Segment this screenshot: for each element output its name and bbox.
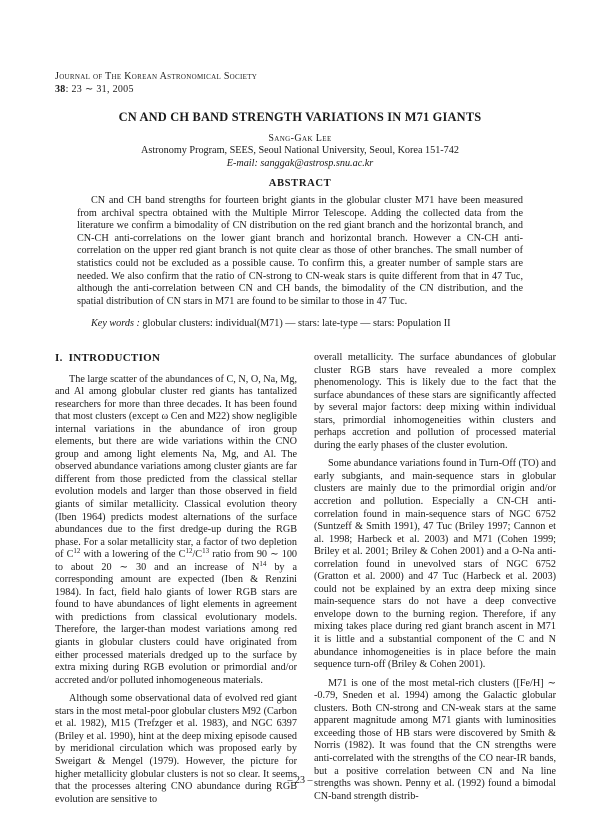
email-address: sanggak@astrosp.snu.ac.kr [260, 157, 374, 169]
abstract-heading: ABSTRACT [268, 178, 332, 189]
intro-paragraph-4: Some abundance variations found in Turn-Off (TO) and early subgiants, and main-sequence stars in globular clusters are mainly due to the primordial origin and/or accretion and pollution. Especially a CN-CH anti-correlation found in main-sequence stars of NGC 6752 (Suntzeff & Smith 1991), 47 Tuc (Briley 1997; Cannon et al. 1998; Harbeck et al. 2003) and M71 (Cohen 1999; Briley et al. 2001; Briley & Cohen 2001) and a O-Na anti-correlation found in unevolved stars of NGC 6752 (Gratton et al. 2000) and 47 Tuc (Harbeck et al. 2003) could not be explained by an extra deep mixing since main-sequence stars do not have a deep convective envelope down to the burning region. Therefore, if any mixing takes place during red giant branch ascent in M71 it is little and a substantial component of the C and N abundance inhomogeneities is in place before the main sequence turn-off (Briley & Cohen 2001). [314, 458, 556, 671]
text-run: ratio from 90 ∼ 100 to about 20 ∼ 30 and an increase of N [55, 549, 298, 573]
author-affiliation-block [40, 145, 560, 170]
left-column [55, 349, 297, 806]
text-run: with a lowering of the C [80, 549, 186, 561]
journal-citation [55, 84, 257, 97]
text-run: /C [192, 549, 203, 561]
abstract-text: CN and CH band strengths for fourteen bright giants in the globular cluster M71 have been measured from archival spectra obtained with the Multiple Mirror Telescope. Adding the collected data from the literature we confirm a bimodality of CN distribution on the red giant branch and the horizontal branch, and CN-CH anti-correlations on the lower giant branch and horizontal branch. However a CN-CH anti-correlation on the upper red giant branch is not quite clear as those of other branches. The small number of statistics could not be excluded as a possible cause. To confirm this, a greater number of sample stars are needed. We also confirm that the ratio of CN-strong to CN-weak stars is quite different from that in 47 Tuc, although the anti-correlation between CN and CH bands, the bimodality of the CN distribution, and the spatial distribution of CN stars in M71 are found to be similar to those in 47 Tuc. [77, 195, 523, 307]
keywords-line [77, 318, 523, 331]
intro-paragraph-3: overall metallicity. The surface abundances of globular cluster RGB stars have revealed a more complex phenomenology. This is likely due to the fact that the surface abundances of these stars are significantly affected by several major factors: deep mixing within individual stars, primordial inhomogeneities within clusters and perhaps accretion and pollution of processed material during the early phases of the cluster evolution. [314, 352, 556, 451]
keywords-label: Key words : [91, 318, 140, 329]
author-name: Sang-Gak Lee [268, 133, 332, 144]
email-line [40, 158, 560, 171]
superscript: 13 [202, 547, 210, 556]
right-column [314, 352, 556, 803]
journal-name: Journal of The Korean Astronomical Society [55, 71, 258, 82]
paper-title: CN AND CH BAND STRENGTH VARIATIONS IN M71 GIANTS [118, 110, 482, 124]
affiliation: Astronomy Program, SEES, Seoul National University, Seoul, Korea 151-742 [141, 145, 459, 156]
section-title: INTRODUCTION [68, 352, 161, 364]
superscript: 12 [185, 547, 193, 556]
journal-volume: 38 [55, 83, 66, 95]
page-number: – 23 – [287, 775, 313, 786]
text-run: by a corresponding amount are expected (Iben & Renzini 1984). In fact, field halo giants of lower RGB stars are found to have abundances of light elements in agreement with predictions from classical evolutionary models. Therefore, the larger-than modest variations among red giants in globular clusters could have originated from either processed materials dredged up to the surface by extra mixing during RGB evolution or primordial and/or accreted and/or polluted inhomogeneous materials. [55, 561, 297, 686]
intro-paragraph-1 [55, 374, 297, 688]
journal-pages: : 23 ∼ 31, 2005 [65, 83, 134, 95]
email-label: E-mail: [226, 157, 258, 169]
section-number: I. [55, 352, 63, 364]
text-run: The large scatter of the abundances of C, N, O, Na, Mg, and Al among globular cluster red giants has tantalized researchers for more than three decades. It has been found that most clusters (except ω Cen and M22) show negligible internal variations in the abundance of iron group elements, but there are wide variations within the CNO group and among light elements Na, Mg, and Al. The observed abundance variations among cluster giants are far different from those predicted from the classical stellar evolution models and larger than those observed in field giants of similar metallicity. Classical evolution theory (Iben 1964) predicts modest alternations of the surface abundances due to the first dredge-up during the RGB phase. For a solar metallicity star, a factor of two depletion of C [55, 373, 297, 561]
intro-paragraph-5: M71 is one of the most metal-rich clusters ([Fe/H] ∼ -0.79, Sneden et al. 1994) among the Galactic globular clusters. Both CN-strong and CN-weak stars at the same apparent magnitude among M71 giants with luminosities exceeding those of HB stars were discovered by Smith & Norris (1982). It was found that the CN strengths were anti-correlated with the strengths of the CO near-IR bands, but a positive correlation between CN and Na line strengths was shown. Penny et al. (1992) found a bimodal CN-band strength distrib- [314, 677, 556, 802]
section-heading [55, 352, 297, 365]
superscript: 14 [259, 559, 267, 568]
intro-paragraph-2: Although some observational data of evolved red giant stars in the most metal-poor globular clusters M92 (Carbon et al. 1982), M15 (Trefzger et al. 1983), and NGC 6397 (Briley et al. 1990), hint at the deep mixing episode caused by meridional circulation which was proposed early by Sweigart & Mengel (1979). However, the picture for higher metallicity globular clusters is not so clear. It seems that the processes altering CNO abundance during RGB evolution are sensitive to [55, 693, 297, 805]
keywords-text: globular clusters: individual(M71) — stars: late-type — stars: Population II [142, 318, 451, 329]
journal-header [55, 71, 257, 96]
superscript: 12 [73, 547, 81, 556]
